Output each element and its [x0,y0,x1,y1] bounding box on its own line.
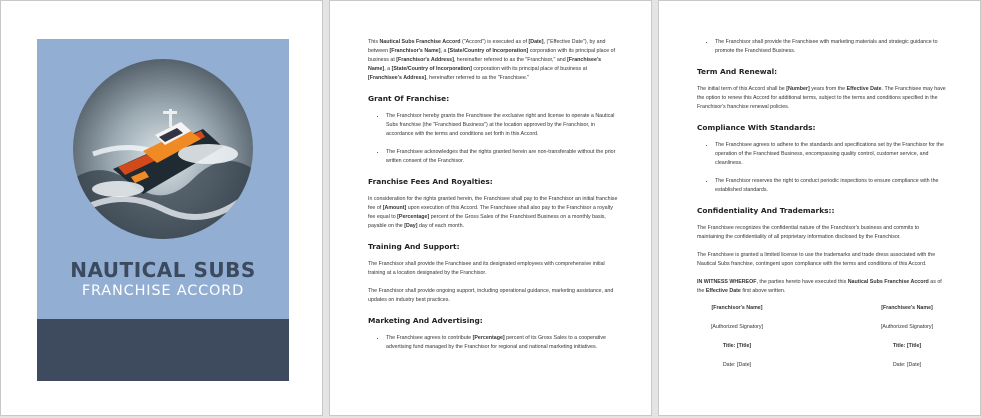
signature-names-row [697,305,947,311]
fees-paragraph: In consideration for the rights granted herein, the Franchisee shall pay to the Franchisor an initial franchise fee of [Amount] upon execution of this Accord. The Franchisee shall also pay to the Franchisor a royalty fee equal to [Percentage] percent of the Gross Sales of the Franchised Business on a monthly basis, payable on the [Day] day of each month. [368,196,618,229]
list-item: • The Franchisor reserves the right to conduct periodic inspections to ensure compliance with the established standards. [715,177,947,195]
signature-block [697,305,947,368]
training-paragraph-2: The Franchisor shall provide ongoing support, including operational guidance, marketing assistance, and updates on industry best practices. [368,288,614,303]
franchisor-title: Title: [Title] [722,343,752,349]
franchisor-name: [Franchisor's Name] [711,305,763,311]
list-item: • The Franchisee agrees to adhere to the standards and specifications set by the Franchisor for the operation of the Franchised Business, encompassing quality control, customer service, and cleanliness. [715,141,947,168]
cover-bottom-panel [37,319,289,381]
marketing-heading: Marketing And Advertising: [368,316,483,325]
cover-subtitle: FRANCHISE ACCORD [81,283,245,299]
confidentiality-paragraph-2: The Franchisee is granted a limited license to use the trademarks and trade dress associated with the Nautical Subs franchise, contingent upon compliance with the terms and conditions of this Accord. [697,252,936,267]
franchisee-date: Date: [Date] [892,362,922,368]
page-2 [329,0,652,416]
list-item: • The Franchisor hereby grants the Franchisee the exclusive right and license to operate a Nautical Subs franchise (the "Franchised Business") at the location approved by the Franchisor, in accordance with the terms and conditions set forth in this Accord. [386,112,618,139]
compliance-heading: Compliance With Standards: [697,123,816,132]
list-item: • The Franchisor shall provide the Franchisee with marketing materials and strategic guidance to promote the Franchised Business. [715,38,947,56]
training-paragraph-1: The Franchisor shall provide the Franchisee and its designated employees with comprehensive initial training at a location designated by the Franchisor. [368,261,605,276]
list-item: • The Franchisee acknowledges that the rights granted herein are non-transferable without the prior written consent of the Franchisor. [386,148,618,166]
franchisor-date: Date: [Date] [722,362,752,368]
term-paragraph: The initial term of this Accord shall be [Number] years from the Effective Date. The Franchisee may have the option to renew this Accord for additional terms, subject to the terms and conditions specified in the Franchisor's franchise renewal policies. [697,86,946,110]
training-heading: Training And Support: [368,242,460,251]
cover-page [0,0,323,416]
franchisor-signatory: [Authorized Signatory] [710,324,764,330]
marketing-list [368,334,618,352]
signatory-row [697,324,947,330]
intro-paragraph: This Nautical Subs Franchise Accord ("Accord") is executed as of [Date], ("Effective Date"), by and between [Franchisor's Name], a [State/Country of Incorporation] corporation with its principal place of business at [Franchisor's Address], hereinafter referred to as the "Franchisor," and [Franchisee's Name], a [State/Country of Incorporation] corporation with its principal place of business at [Franchisee's Address], hereinafter referred to as the "Franchisee." [368,39,616,81]
cover-title: NAUTICAL SUBS [70,258,256,282]
term-heading: Term And Renewal: [697,67,778,76]
title-row [697,343,947,349]
marketing-list-continued [697,38,947,56]
franchisee-title: Title: [Title] [892,343,922,349]
boat-image-icon [73,59,253,239]
page-3 [658,0,981,416]
franchisee-name: [Franchisee's Name] [881,305,933,311]
confidentiality-heading: Confidentiality And Trademarks:: [697,206,835,215]
grant-heading: Grant Of Franchise: [368,94,450,103]
date-row [697,362,947,368]
cover-top-panel [37,39,289,319]
franchisee-signatory: [Authorized Signatory] [880,324,934,330]
boat-photo [73,59,253,239]
witness-paragraph: IN WITNESS WHEREOF, the parties hereto have executed this Nautical Subs Franchise Accord as of the Effective Date first above written. [697,279,942,294]
fees-heading: Franchise Fees And Royalties: [368,177,493,186]
grant-list [368,112,618,166]
compliance-list [697,141,947,195]
confidentiality-paragraph-1: The Franchisee recognizes the confidential nature of the Franchisor's business and commits to maintaining the confidentiality of all proprietary information disclosed by the Franchisor. [697,225,920,240]
list-item: • The Franchisee agrees to contribute [Percentage] percent of its Gross Sales to a cooperative advertising fund managed by the Franchisor for regional and national marketing initiatives. [386,334,618,352]
